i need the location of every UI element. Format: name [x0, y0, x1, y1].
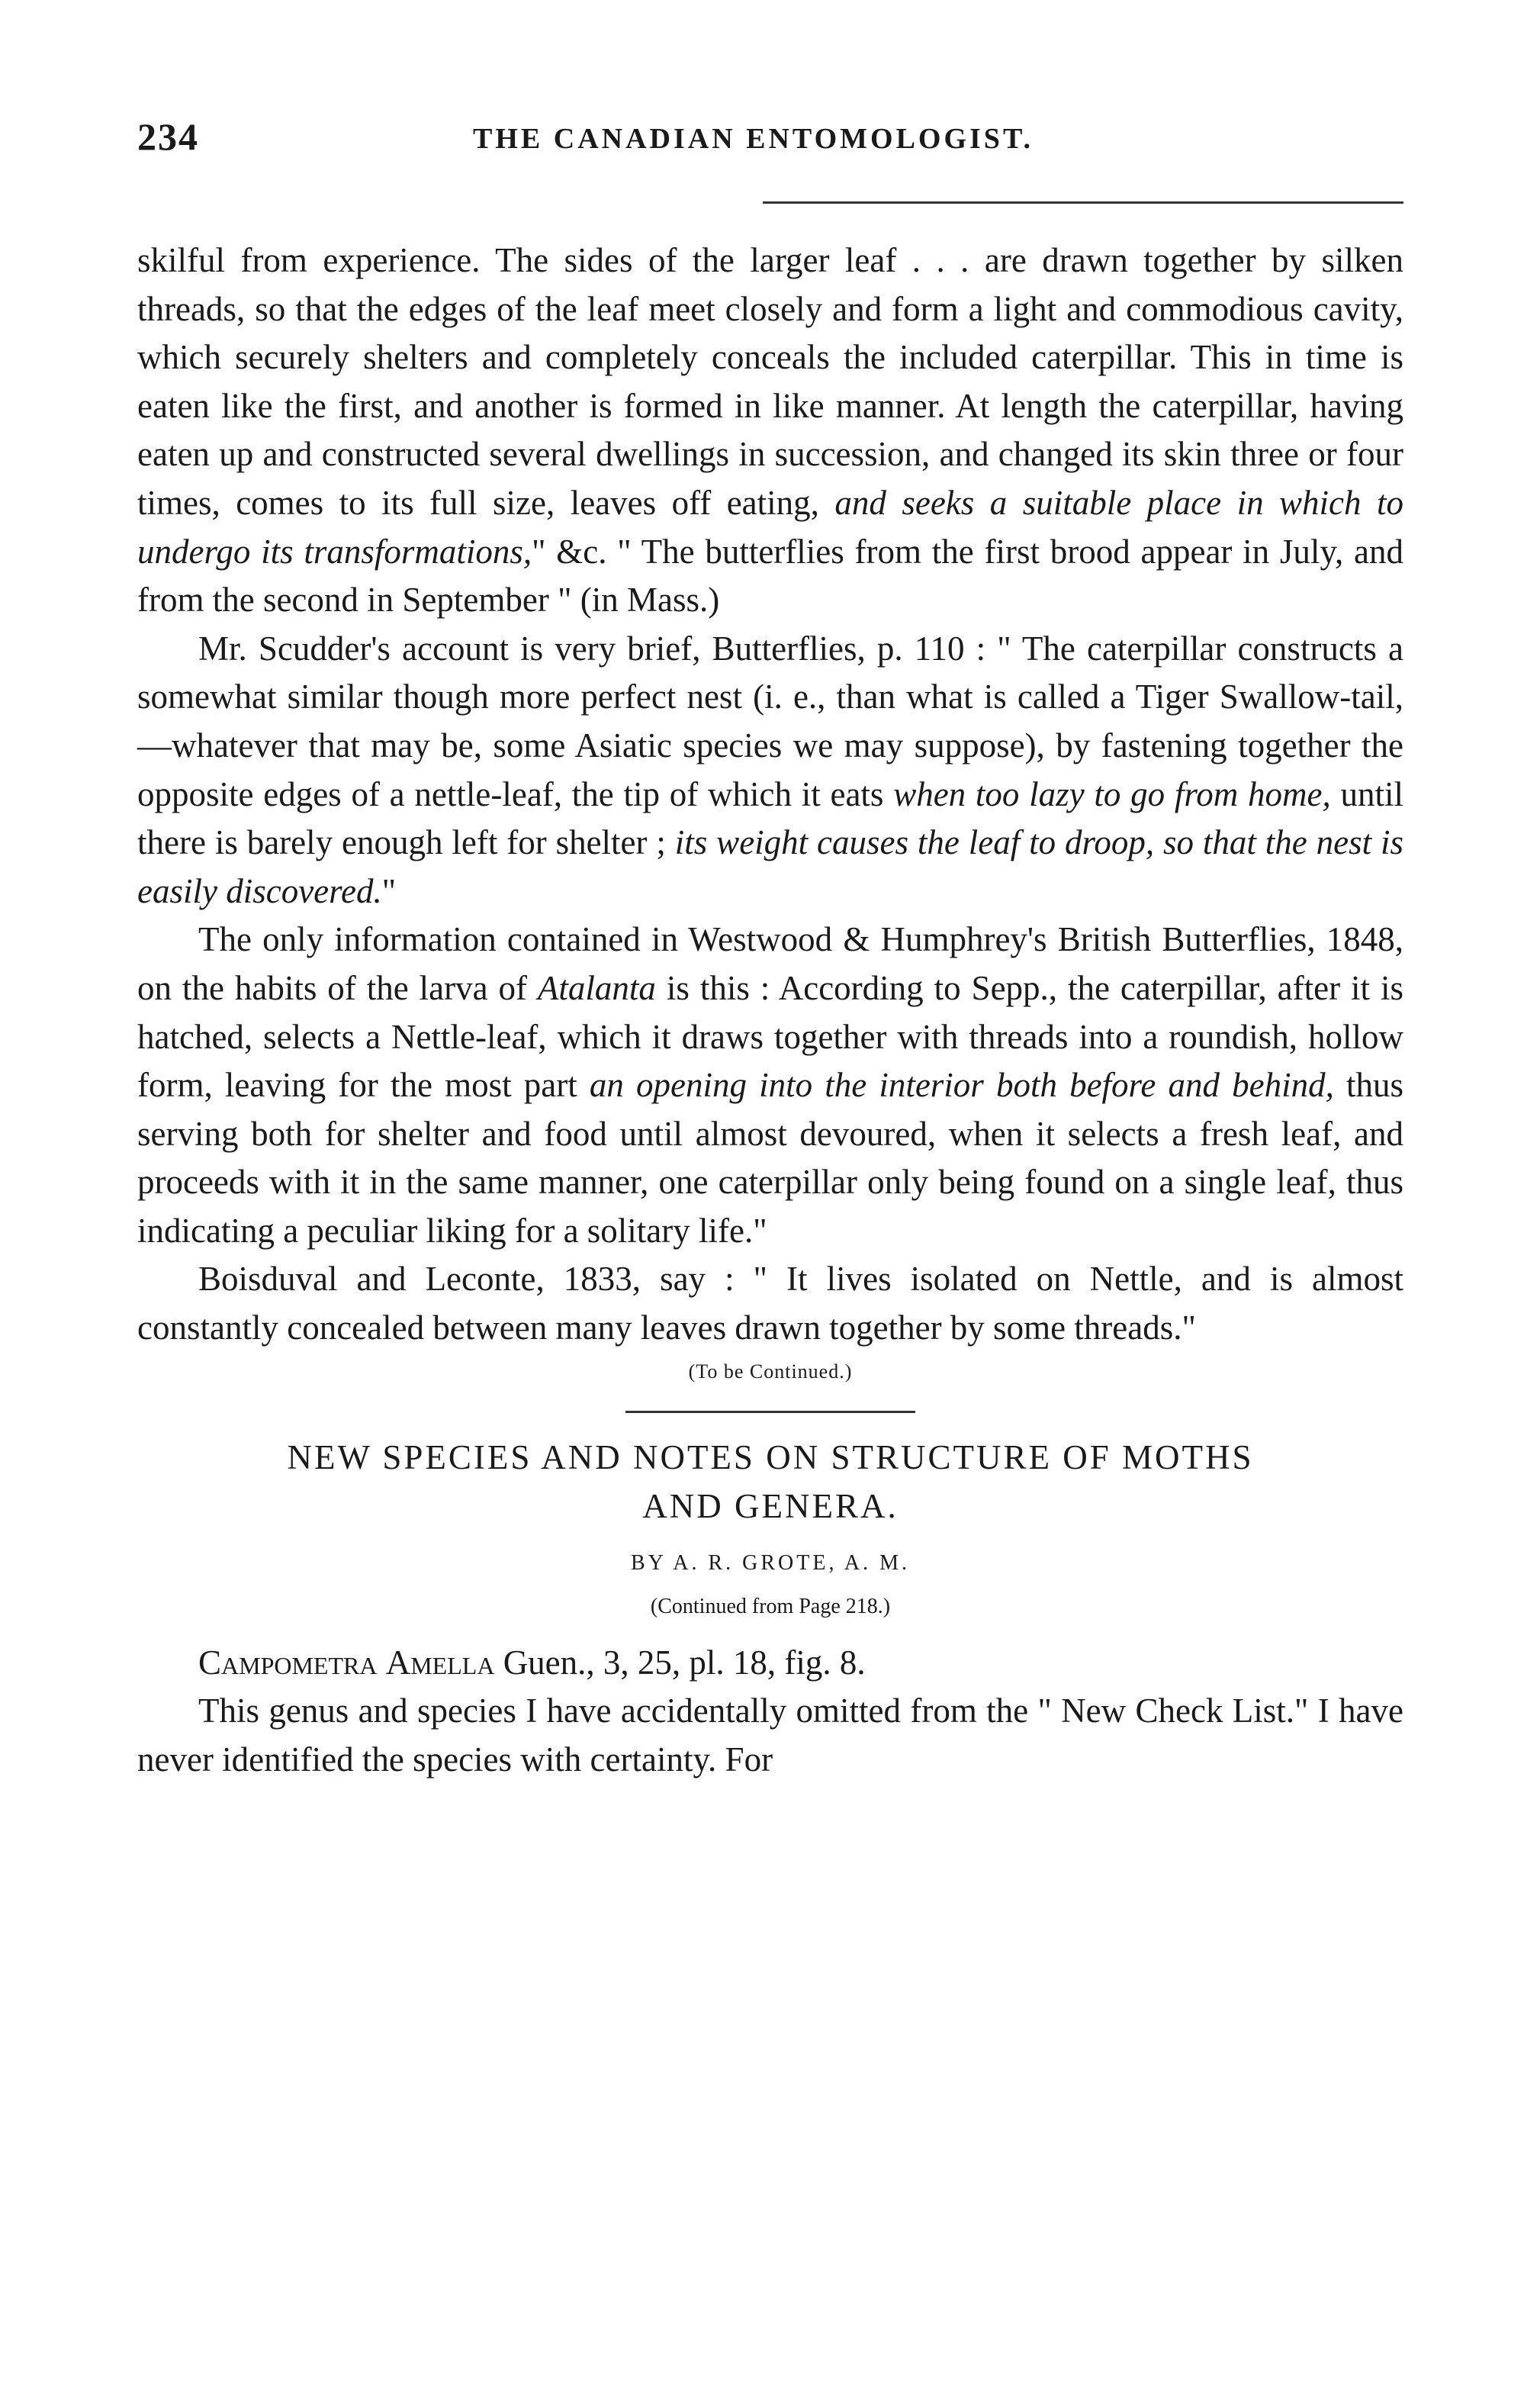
article-title-line-1: NEW SPECIES AND NOTES ON STRUCTURE OF MOTHS [287, 1437, 1254, 1476]
continued-from-note: (Continued from Page 218.) [650, 1594, 891, 1618]
species-name: Amella [385, 1643, 495, 1682]
paragraph-1-text: skilful from experience. The sides of the larger leaf . . . are drawn together by silken threads, so that the edges of the leaf meet closely and form a light and commodious cavity, which securely shelters and completely conceals the included caterpillar. This in time is eaten like the first, and another is formed in like manner. At length the caterpillar, having eaten up and constructed several dwellings in succession, and changed its skin three or four times, comes to its full size, leaves off eating, [137, 241, 1403, 522]
paragraph-3-text: The only information contained in Westwood & Humphrey's British Butterflies, 1848, on the habits of the larva of [137, 920, 1403, 1007]
article-title-line-2: AND GENERA. [642, 1486, 899, 1525]
paragraph-1-text-end: " &c. " The butterflies from the first brood appear in July, and from the second in September " (in Mass.) [137, 532, 1404, 620]
body-text [137, 237, 1403, 1784]
species-citation: Guen., 3, 25, pl. 18, fig. 8. [494, 1643, 866, 1682]
paragraph-3-italic-species: Atalanta [537, 968, 656, 1007]
paragraph-4: Boisduval and Leconte, 1833, say : " It lives isolated on Nettle, and is almost constantly concealed between many leaves drawn together by some threads." [137, 1260, 1403, 1347]
paragraph-2-close-quote: " [381, 871, 397, 910]
paragraph-2-text-mid: until there is barely enough left for shelter ; [137, 774, 1403, 862]
paragraph-3-italic: an opening into the interior both before and behind, [589, 1066, 1334, 1105]
species-heading [137, 1639, 1403, 1688]
continued-note: (To be Continued.) [688, 1360, 853, 1383]
article-body: This genus and species I have accidentally omitted from the " New Check List." I have never identified the species with certainty. For [137, 1692, 1403, 1779]
running-head: THE CANADIAN ENTOMOLOGIST. [473, 123, 1034, 155]
paragraph-1-italic: and seeks a suitable place in which to undergo its transformations, [137, 483, 1403, 571]
paragraph-2-text: Mr. Scudder's account is very brief, Butterflies, p. 110 : " The caterpillar constructs a somewhat similar though more perfect nest (i. e., than what is called a Tiger Swallow-tail,—whatever that may be, some Asiatic species we may suppose), by fastening together the opposite edges of a nettle-leaf, the tip of which it eats [137, 629, 1403, 813]
paragraph-1 [137, 237, 1403, 625]
paragraph-2-italic-end: its weight causes the leaf to droop, so that the nest is easily discovered. [137, 823, 1403, 910]
header-rule [763, 201, 1403, 204]
section-divider [625, 1411, 915, 1413]
article-title [137, 1433, 1403, 1531]
byline: BY A. R. GROTE, A. M. [630, 1550, 911, 1575]
paragraph-3-text-mid: is this : According to Sepp., the caterpillar, after it is hatched, selects a Nettle-leaf, which it draws together with threads into a roundish, hollow form, leaving for the most part [137, 968, 1403, 1105]
paragraph-3 [137, 916, 1403, 1255]
paragraph-2-italic: when too lazy to go from home, [893, 774, 1331, 813]
genus-name: Campometra [198, 1643, 378, 1682]
paragraph-3-text-end: thus serving both for shelter and food until almost devoured, when it selects a fresh leaf, and proceeds with it in the same manner, one caterpillar only being found on a single leaf, thus indicating a peculiar liking for a solitary life." [137, 1066, 1404, 1250]
page-header [137, 114, 1403, 175]
page [137, 114, 1404, 1779]
paragraph-2 [137, 625, 1403, 916]
page-number: 234 [137, 115, 199, 158]
